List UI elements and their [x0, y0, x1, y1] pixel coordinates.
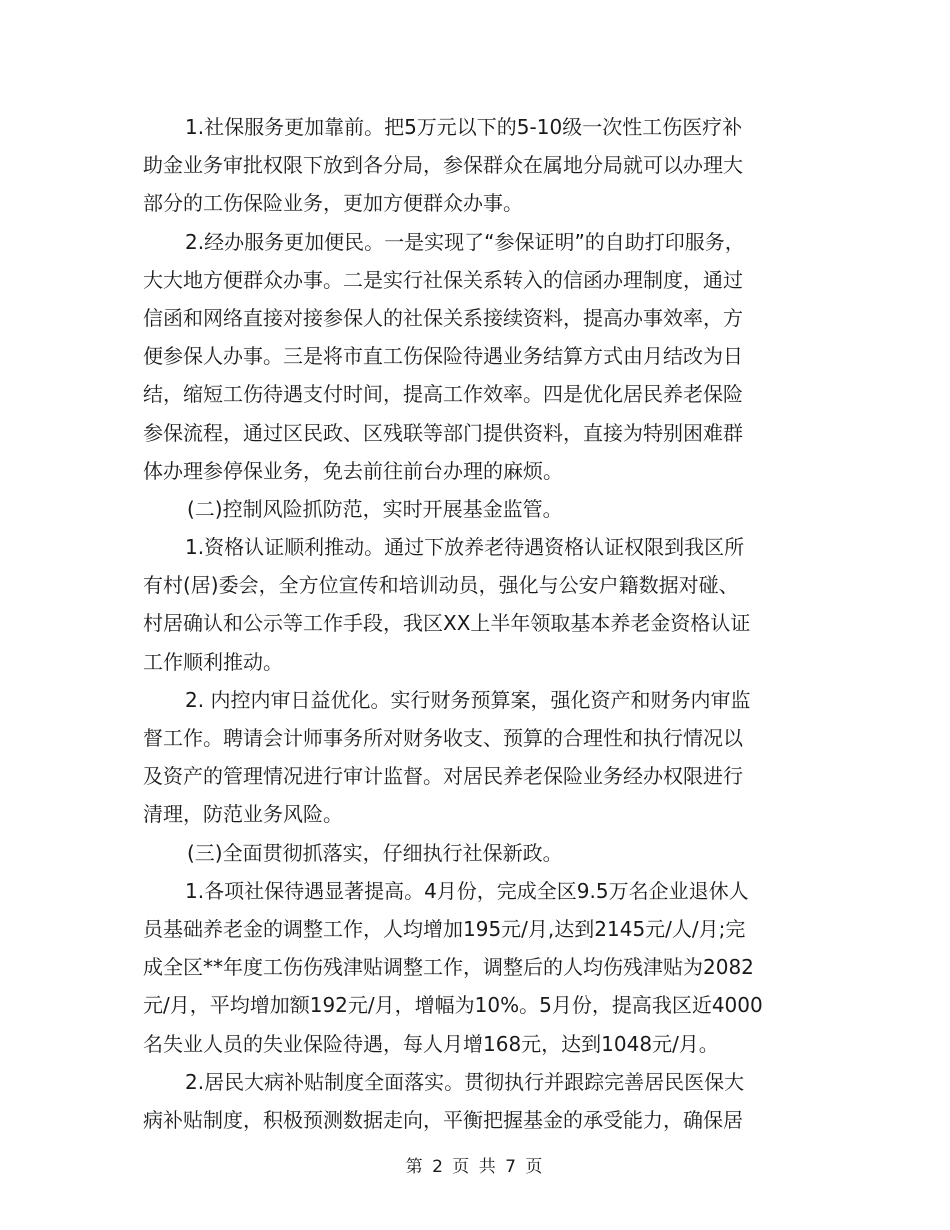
- document-body: [143, 108, 803, 1139]
- paragraph-line: 信函和网络直接对接参保人的社保关系接续资料，提高办事效率，方: [143, 305, 743, 330]
- section-heading: (二)控制风险抓防范，实时开展基金监管。: [187, 496, 563, 521]
- paragraph-line: 助金业务审批权限下放到各分局，参保群众在属地分局就可以办理大: [143, 153, 743, 178]
- paragraph-line: 员基础养老金的调整工作，人均增加195元/月,达到2145元/人/月;完: [143, 916, 746, 941]
- paragraph-line: 有村(居)委会，全方位宣传和培训动员，强化与公安户籍数据对碰、: [143, 573, 739, 598]
- page-number-footer: 第 2 页 共 7 页: [405, 1157, 545, 1177]
- paragraph-line: 村居确认和公示等工作手段，我区XX上半年领取基本养老金资格认证: [143, 611, 751, 636]
- paragraph-line: 工作顺利推动。: [143, 649, 283, 674]
- paragraph-line: 及资产的管理情况进行审计监督。对居民养老保险业务经办权限进行: [143, 764, 743, 789]
- paragraph-line: 2.居民大病补贴制度全面落实。贯彻执行并跟踪完善居民医保大: [185, 1069, 745, 1094]
- paragraph-line: 大大地方便群众办事。二是实行社保关系转入的信函办理制度，通过: [143, 267, 743, 292]
- paragraph-line: 督工作。聘请会计师事务所对财务收支、预算的合理性和执行情况以: [143, 726, 743, 750]
- section-heading: (三)全面贯彻抓落实，仔细执行社保新政。: [187, 840, 563, 865]
- paragraph-line: 2. 内控内审日益优化。实行财务预算案，强化资产和财务内审监: [185, 687, 751, 712]
- paragraph-line: 1.社保服务更加靠前。把5万元以下的5-10级一次性工伤医疗补: [185, 115, 743, 139]
- paragraph-line: 参保流程，通过区民政、区残联等部门提供资料，直接为特别困难群: [143, 420, 743, 445]
- paragraph-line: 部分的工伤保险业务，更加方便群众办事。: [143, 191, 523, 216]
- paragraph-line: 2.经办服务更加便民。一是实现了“参保证明”的自助打印服务，: [185, 229, 745, 254]
- paragraph-line: 1.各项社保待遇显著提高。4月份，完成全区9.5万名企业退休人: [185, 878, 749, 903]
- paragraph-line: 病补贴制度，积极预测数据走向，平衡把握基金的承受能力，确保居: [143, 1107, 743, 1132]
- paragraph-line: 结，缩短工伤待遇支付时间，提高工作效率。四是优化居民养老保险: [143, 382, 743, 407]
- paragraph-line: 便参保人办事。三是将市直工伤保险待遇业务结算方式由月结改为日: [143, 344, 743, 369]
- paragraph-line: 名失业人员的失业保险待遇，每人月增168元，达到1048元/月。: [143, 1031, 719, 1056]
- paragraph-line: 1.资格认证顺利推动。通过下放养老待遇资格认证权限到我区所: [185, 535, 745, 560]
- paragraph-line: 体办理参停保业务，免去前往前台办理的麻烦。: [143, 458, 563, 483]
- paragraph-line: 成全区**年度工伤伤残津贴调整工作，调整后的人均伤残津贴为2082: [143, 955, 754, 980]
- paragraph-line: 元/月，平均增加额192元/月，增幅为10%。5月份，提高我区近4000: [143, 993, 763, 1018]
- paragraph-line: 清理，防范业务风险。: [143, 802, 343, 827]
